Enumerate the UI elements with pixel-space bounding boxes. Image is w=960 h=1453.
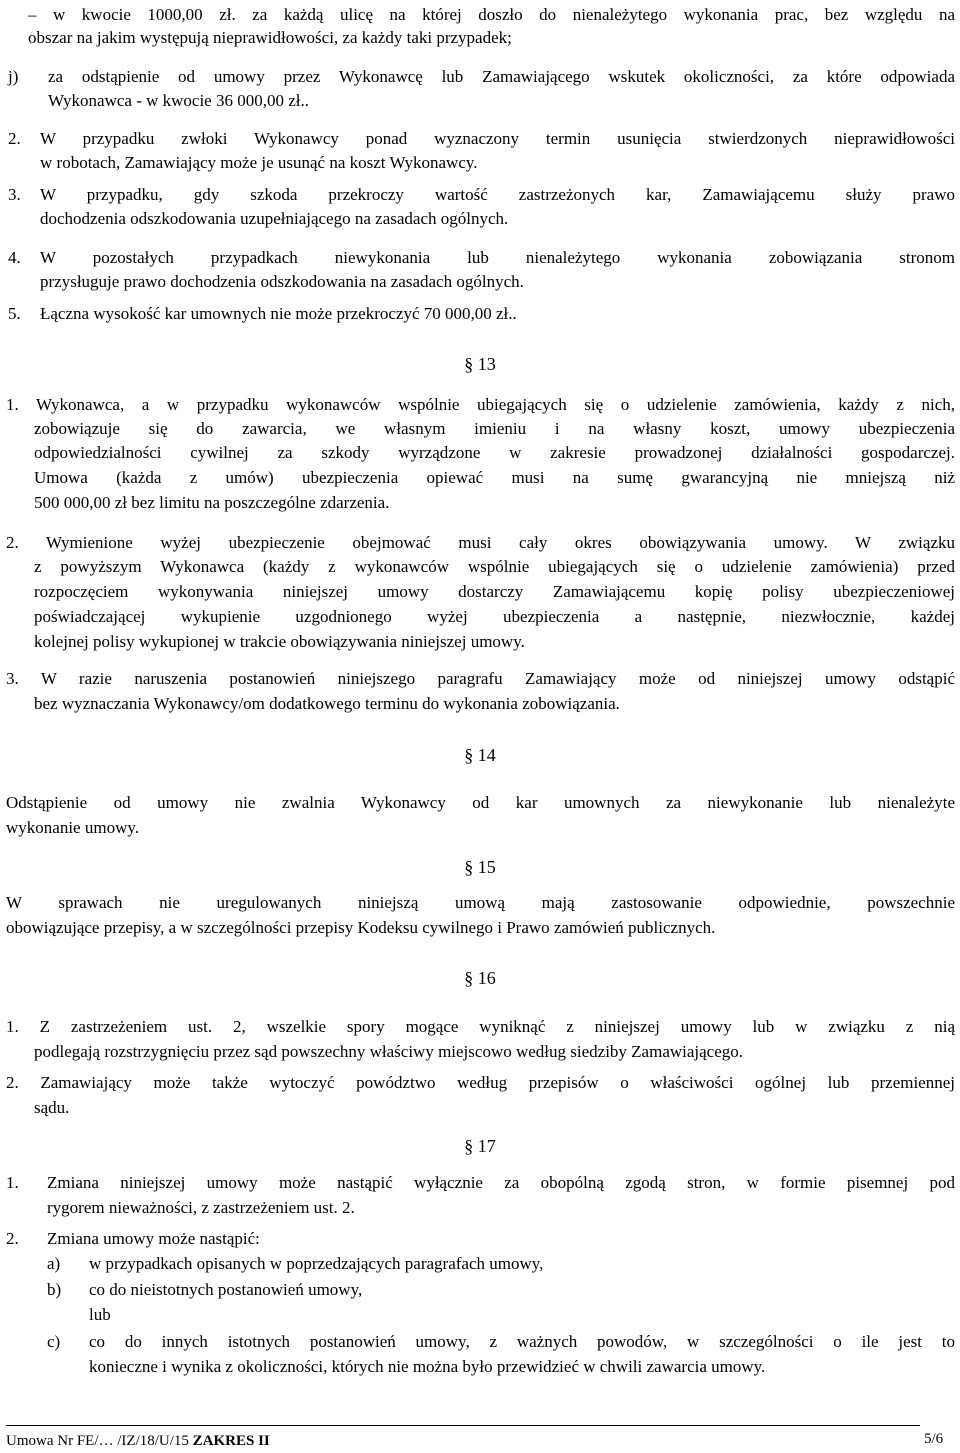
list-marker: c) — [47, 1332, 61, 1351]
para-number: 2. — [6, 1229, 19, 1248]
list-item-j-cont: Wykonawca - w kwocie 36 000,00 zł.. — [48, 91, 309, 110]
para-number: 5. — [8, 304, 21, 323]
s16-point-1-cont: podlegają rozstrzygnięciu przez sąd powszechny właściwy miejscowo według siedziby Zamawiającego. — [34, 1042, 744, 1061]
s13-point-1: 1. Wykonawca, a w przypadku wykonawców wspólnie ubiegających się o udzielenie zamówienia, każdy z nich, — [6, 395, 955, 414]
s17-point-2: Zmiana umowy może nastąpić: — [47, 1229, 260, 1248]
s13-point-2-cont: poświadczającej wykupienie uzgodnionego wyżej ubezpieczenia a następnie, niezwłocznie, każdej — [34, 607, 955, 626]
list-item-c: co do innych istotnych postanowień umowy, z ważnych powodów, w szczególności o ile jest to — [89, 1332, 955, 1351]
list-marker: b) — [47, 1280, 62, 1299]
s16-point-1: 1. Z zastrzeżeniem ust. 2, wszelkie spory mogące wyniknąć z niniejszej umowy lub w związku z nią — [6, 1017, 955, 1036]
list-item-cont: – w kwocie 1000,00 zł. za każdą ulicę na której doszło do nienależytego wykonania prac, bez względu na — [28, 5, 955, 24]
paragraph-5: Łączna wysokość kar umownych nie może przekroczyć 70 000,00 zł.. — [40, 304, 517, 323]
para-number: 4. — [8, 248, 21, 267]
list-item-b: co do nieistotnych postanowień umowy, — [89, 1280, 363, 1299]
list-connector: lub — [89, 1305, 111, 1324]
section-heading-14: § 14 — [464, 745, 496, 765]
s13-point-1-cont: Umowa (każda z umów) ubezpieczenia opiewać musi na sumę gwarancyjną nie mniejszą niż — [34, 468, 955, 487]
s15-text: W sprawach nie uregulowanych niniejszą umową mają zastosowanie odpowiednie, powszechnie — [6, 893, 955, 912]
paragraph-3: W przypadku, gdy szkoda przekroczy wartość zastrzeżonych kar, Zamawiającemu służy prawo — [40, 185, 955, 204]
para-number: 3. — [8, 185, 21, 204]
s13-point-2-cont: z powyższym Wykonawca (każdy z wykonawców wspólnie ubiegających się o udzielenie zamówienia) przed — [34, 557, 955, 576]
footer-rule — [6, 1425, 920, 1426]
section-heading-15: § 15 — [464, 857, 496, 877]
paragraph-3-cont: dochodzenia odszkodowania uzupełniającego na zasadach ogólnych. — [40, 209, 509, 228]
paragraph-2-cont: w robotach, Zamawiający może je usunąć na koszt Wykonawcy. — [40, 153, 478, 172]
paragraph-2: W przypadku zwłoki Wykonawcy ponad wyznaczony termin usunięcia stwierdzonych nieprawidłowości — [40, 129, 955, 148]
list-marker: j) — [8, 67, 19, 86]
footer-contract-id — [6, 1431, 270, 1451]
s13-point-3-cont: bez wyznaczania Wykonawcy/om dodatkowego terminu do wykonania zobowiązania. — [34, 694, 620, 713]
footer-scope: ZAKRES II — [192, 1433, 270, 1449]
s17-point-1-cont: rygorem nieważności, z zastrzeżeniem ust. 2. — [47, 1198, 355, 1217]
list-marker: a) — [47, 1254, 61, 1273]
paragraph-4: W pozostałych przypadkach niewykonania lub nienależytego wykonania zobowiązania stronom — [40, 248, 955, 267]
list-item-cont: obszar na jakim występują nieprawidłowości, za każdy taki przypadek; — [28, 28, 512, 47]
s13-point-2-cont: kolejnej polisy wykupionej w trakcie obowiązywania niniejszej umowy. — [34, 632, 525, 651]
section-heading-13: § 13 — [464, 354, 496, 374]
s16-point-2: 2. Zamawiający może także wytoczyć powództwo według przepisów o właściwości ogólnej lub przemiennej — [6, 1073, 955, 1092]
s13-point-3: 3. W razie naruszenia postanowień niniejszego paragrafu Zamawiający może od niniejszej umowy odstąpić — [6, 669, 955, 688]
paragraph-4-cont: przysługuje prawo dochodzenia odszkodowania na zasadach ogólnych. — [40, 272, 524, 291]
list-item-a: w przypadkach opisanych w poprzedzających paragrafach umowy, — [89, 1254, 544, 1273]
para-number: 1. — [6, 1173, 19, 1192]
s16-point-2-cont: sądu. — [34, 1098, 70, 1117]
s14-text: Odstąpienie od umowy nie zwalnia Wykonawcy od kar umownych za niewykonanie lub nienależyte — [6, 793, 955, 812]
footer-contract-number: Umowa Nr FE/… /IZ/18/U/15 — [6, 1433, 189, 1449]
s13-point-2-cont: rozpoczęciem wykonywania niniejszej umowy dostarczy Zamawiającemu kopię polisy ubezpieczeniowej — [34, 582, 955, 601]
s17-point-1: Zmiana niniejszej umowy może nastąpić wyłącznie za obopólną zgodą stron, w formie pisemnej pod — [47, 1173, 955, 1192]
s13-point-1-cont: odpowiedzialności cywilnej za szkody wyrządzone w zakresie prowadzonej działalności gospodarczej. — [34, 443, 955, 462]
s15-text-cont: obowiązujące przepisy, a w szczególności przepisy Kodeksu cywilnego i Prawo zamówień publicznych. — [6, 918, 716, 937]
para-number: 2. — [8, 129, 21, 148]
list-item-c-cont: konieczne i wynika z okoliczności, których nie można było przewidzieć w chwili zawarcia umowy. — [89, 1357, 766, 1376]
list-item-j: za odstąpienie od umowy przez Wykonawcę lub Zamawiającego wskutek okoliczności, za które odpowiada — [48, 67, 955, 86]
s13-point-1-cont: zobowiązuje się do zawarcia, we własnym imieniu i na własny koszt, umowy ubezpieczenia — [34, 419, 955, 438]
page-number: 5/6 — [924, 1431, 944, 1447]
s14-text-cont: wykonanie umowy. — [6, 818, 139, 837]
s13-point-2: 2. Wymienione wyżej ubezpieczenie obejmować musi cały okres obowiązywania umowy. W związku — [6, 533, 955, 552]
section-heading-17: § 17 — [464, 1136, 496, 1156]
s13-point-1-cont: 500 000,00 zł bez limitu na poszczególne zdarzenia. — [34, 493, 390, 512]
section-heading-16: § 16 — [464, 968, 496, 988]
